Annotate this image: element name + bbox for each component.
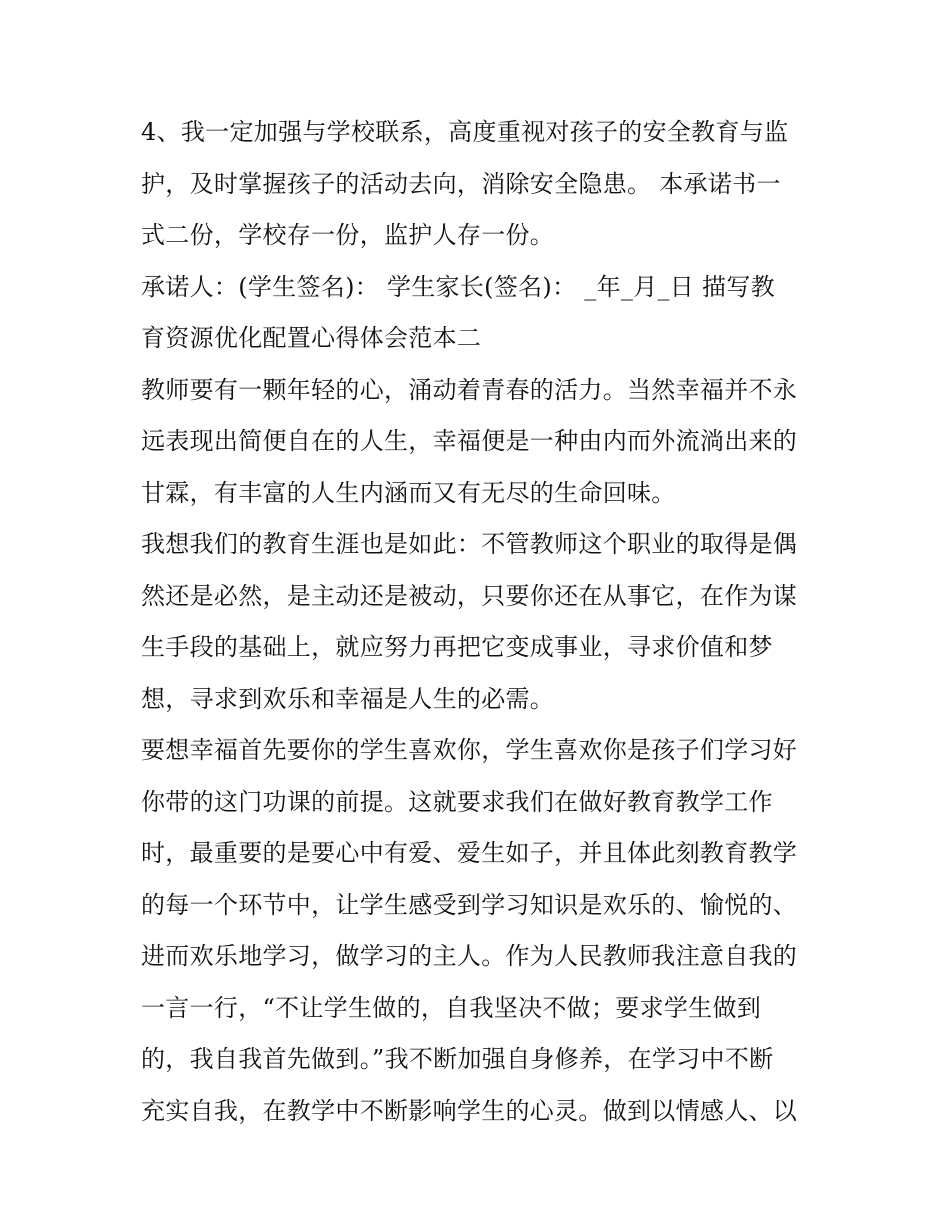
text-line: 护，及时掌握孩子的活动去向，消除安全隐患。 本承诺书一 xyxy=(141,169,781,198)
text-line: 式二份，学校存一份，监护人存一份。 xyxy=(141,221,555,249)
text-line: 要想幸福首先要你的学生喜欢你，学生喜欢你是孩子们学习好 xyxy=(141,736,798,764)
text-line: 的每一个环节中，让学生感受到学习知识是欢乐的、愉悦的、 xyxy=(141,890,798,919)
text-line: 想，寻求到欢乐和幸福是人生的必需。 xyxy=(141,684,555,713)
text-line: 进而欢乐地学习，做学习的主人。作为人民教师我注意自我的 xyxy=(141,942,798,970)
text-line: 时，最重要的是要心中有爱、爱生如子，并且体此刻教育教学 xyxy=(141,839,798,867)
text-line: 你带的这门功课的前提。这就要求我们在做好教育教学工作 xyxy=(141,787,773,816)
text-line: 甘霖，有丰富的人生内涵而又有无尽的生命回味。 xyxy=(141,478,676,507)
text-line: 承诺人：(学生签名)： 学生家长(签名)： _年_月_日 描写教 xyxy=(141,272,775,301)
text-line: 充实自我，在教学中不断影响学生的心灵。做到以情感人、以 xyxy=(141,1096,798,1125)
text-line: 远表现出简便自在的人生，幸福便是一种由内而外流淌出来的 xyxy=(141,427,798,455)
text-line: 我想我们的教育生涯也是如此：不管教师这个职业的取得是偶 xyxy=(141,530,798,558)
text-line: 教师要有一颗年轻的心，涌动着青春的活力。当然幸福并不永 xyxy=(141,375,798,404)
document-body xyxy=(141,107,821,1137)
text-line: 4、我一定加强与学校联系，高度重视对孩子的安全教育与监 xyxy=(141,118,789,146)
text-line: 的，我自我首先做到。”我不断加强自身修养，在学习中不断 xyxy=(141,1045,774,1073)
text-line: 育资源优化配置心得体会范本二 xyxy=(141,324,482,352)
text-line: 生手段的基础上，就应努力再把它变成事业，寻求价值和梦 xyxy=(141,633,773,661)
text-line: 然还是必然，是主动还是被动，只要你还在从事它，在作为谋 xyxy=(141,581,798,610)
text-line: 一言一行，“不让学生做的，自我坚决不做；要求学生做到 xyxy=(141,993,762,1022)
